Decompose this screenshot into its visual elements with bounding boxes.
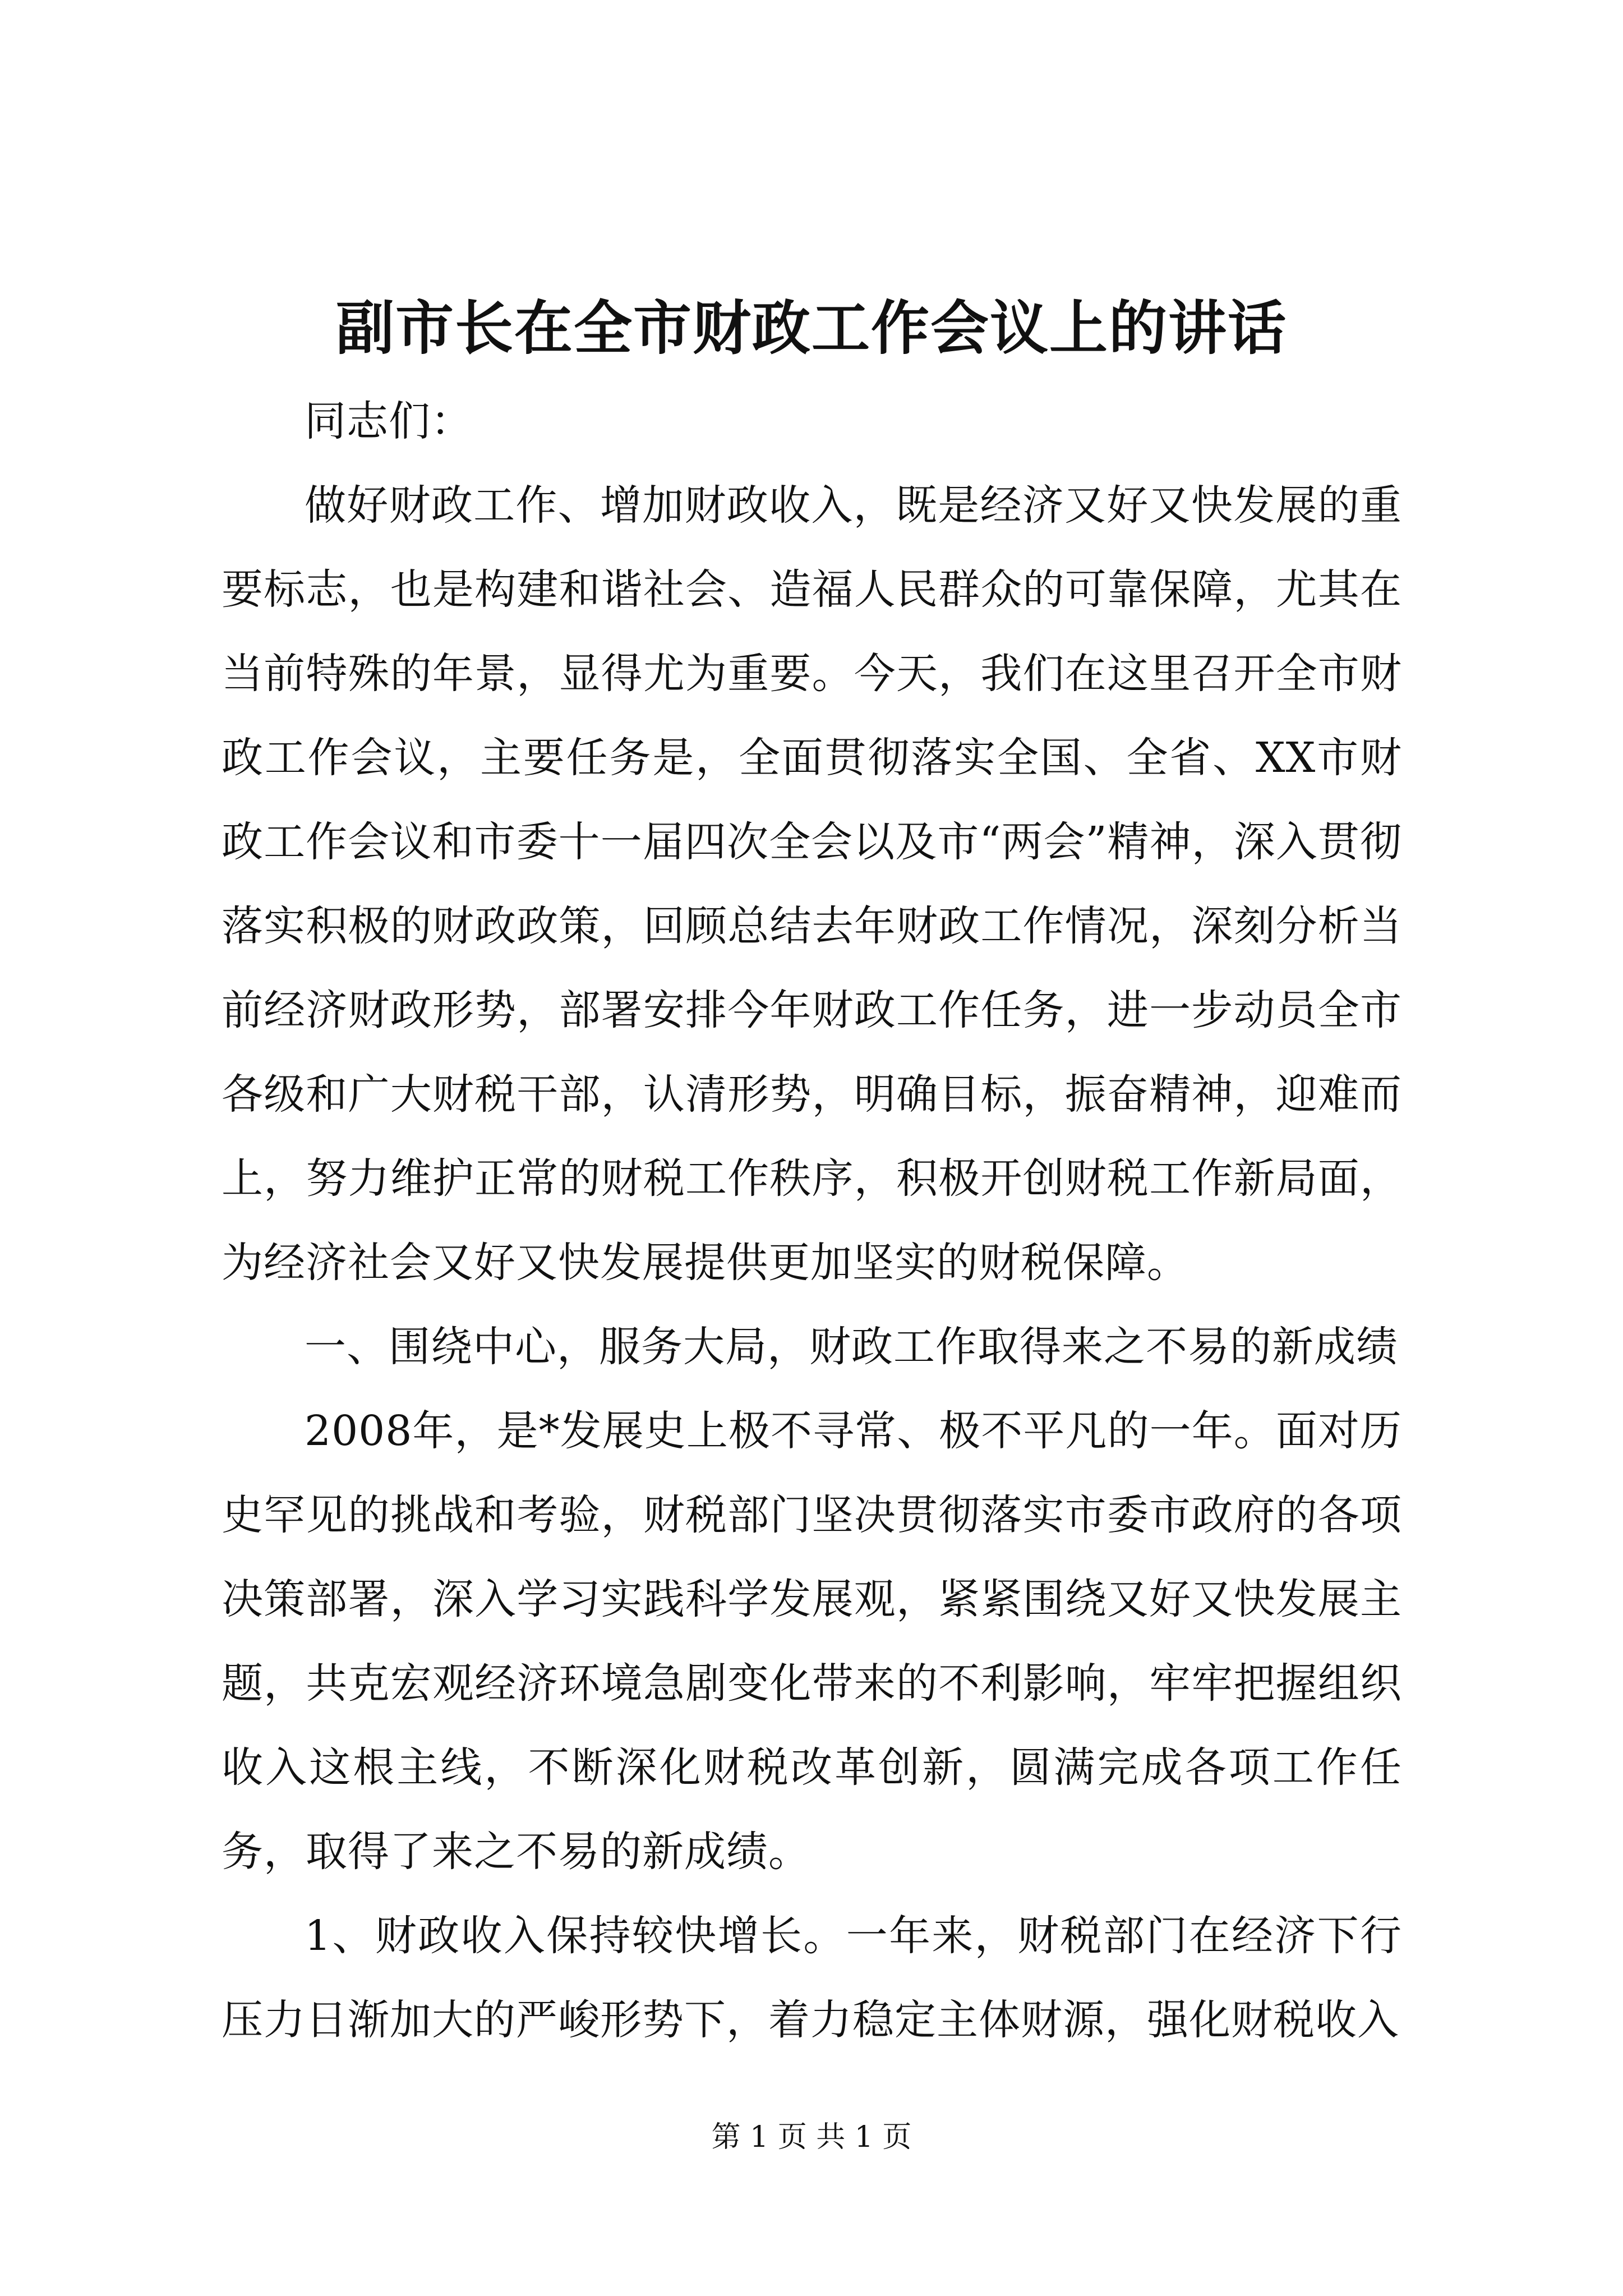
section-heading-1: 一、围绕中心，服务大局，财政工作取得来之不易的新成绩 bbox=[305, 1323, 1398, 1371]
salutation: 同志们： bbox=[305, 397, 473, 445]
document-title: 副市长在全市财政工作会议上的讲话 bbox=[335, 293, 1287, 362]
paragraph-intro: 做好财政工作、增加财政收入，既是经济又好又快发展的重要标志，也是构建和谐社会、造福人民群众的可靠保障，尤其在当前特殊的年景，显得尤为重要。今天，我们在这里召开全市财政工作会议，主要任务是，全面贯彻落实全国、全省、XX市财政工作会议和市委十一届四次全会以及市“两会”精神，深入贯彻落实积极的财政政策，回顾总结去年财政工作情况，深刻分析当前经济财政形势，部署安排今年财政工作任务，进一步动员全市各级和广大财税干部，认清形势，明确目标，振奋精神，迎难而上，努力维护正常的财税工作秩序，积极开创财税工作新局面，为经济社会又好又快发展提供更加坚实的财税保障。 bbox=[222, 481, 1402, 1287]
document-body bbox=[222, 379, 1402, 2062]
page-footer: 第 1 页 共 1 页 bbox=[711, 2120, 912, 2154]
paragraph-revenue: 1、财政收入保持较快增长。一年来，财税部门在经济下行压力日渐加大的严峻形势下，着力稳定主体财源，强化财税收入 bbox=[222, 1912, 1402, 2044]
paragraph-2008: 2008年，是*发展史上极不寻常、极不平凡的一年。面对历史罕见的挑战和考验，财税部门坚决贯彻落实市委市政府的各项决策部署，深入学习实践科学发展观，紧紧围绕又好又快发展主题，共克宏观经济环境急剧变化带来的不利影响，牢牢把握组织收入这根主线，不断深化财税改革创新，圆满完成各项工作任务，取得了来之不易的新成绩。 bbox=[222, 1407, 1402, 1876]
